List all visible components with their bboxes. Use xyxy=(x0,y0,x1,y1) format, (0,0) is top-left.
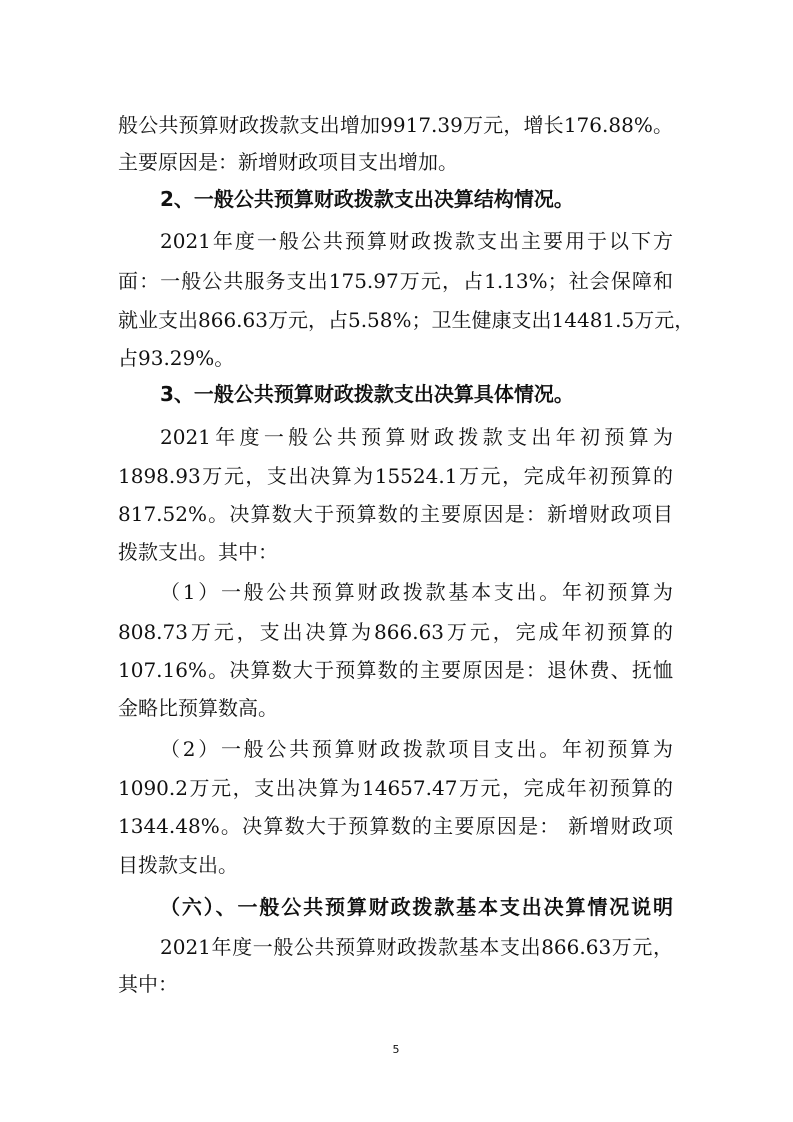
page-number: 5 xyxy=(392,1043,400,1056)
body-line xyxy=(0,691,793,725)
body-text: 其中： xyxy=(118,972,178,996)
body-text: 2021年度一般公共预算财政拨款支出年初预算为 xyxy=(160,425,673,449)
body-text: 面：一般公共服务支出175.97万元，占1.13%；社会保障和 xyxy=(118,269,673,293)
body-text: 金略比预算数高。 xyxy=(118,696,278,720)
section-heading-text: （六）、一般公共预算财政拨款基本支出决算情况说明 xyxy=(160,895,673,919)
body-text: 目拨款支出。 xyxy=(118,853,238,877)
body-text: 主要原因是：新增财政项目支出增加。 xyxy=(118,150,458,174)
body-text: 107.16%。决算数大于预算数的主要原因是：退休费、抚恤 xyxy=(118,658,673,682)
body-text: 般公共预算财政拨款支出增加9917.39万元，增长176.88%。 xyxy=(118,113,673,137)
body-line xyxy=(0,535,793,569)
body-text: 1090.2万元，支出决算为14657.47万元，完成年初预算的 xyxy=(118,776,673,800)
body-line xyxy=(0,264,793,298)
body-line xyxy=(0,653,793,687)
body-line xyxy=(0,575,793,609)
body-line xyxy=(0,145,793,179)
body-line xyxy=(0,341,793,375)
body-line xyxy=(0,497,793,531)
body-text: 就业支出866.63万元，占5.58%；卫生健康支出14481.5万元， xyxy=(118,308,695,332)
section-heading-text: 2、一般公共预算财政拨款支出决算结构情况。 xyxy=(160,187,574,211)
body-line xyxy=(0,848,793,882)
body-line xyxy=(0,967,793,1001)
body-line xyxy=(0,420,793,454)
body-text: 拨款支出。其中： xyxy=(118,540,278,564)
body-text: （2）一般公共预算财政拨款项目支出。年初预算为 xyxy=(160,737,673,761)
body-line xyxy=(0,459,793,493)
body-line xyxy=(0,771,793,805)
body-line xyxy=(0,303,793,337)
body-line xyxy=(0,615,793,649)
body-text: （1）一般公共预算财政拨款基本支出。年初预算为 xyxy=(160,580,673,604)
body-line xyxy=(0,809,793,843)
body-line xyxy=(0,224,793,258)
section-heading xyxy=(0,377,793,411)
body-text: 2021年度一般公共预算财政拨款支出主要用于以下方 xyxy=(160,229,673,253)
body-line xyxy=(0,930,793,964)
body-line xyxy=(0,108,793,142)
section-heading xyxy=(0,890,793,924)
body-text: 808.73万元，支出决算为866.63万元，完成年初预算的 xyxy=(118,620,673,644)
body-text: 1344.48%。决算数大于预算数的主要原因是： 新增财政项 xyxy=(118,814,673,838)
body-text: 817.52%。决算数大于预算数的主要原因是：新增财政项目 xyxy=(118,502,673,526)
body-line xyxy=(0,732,793,766)
body-text: 2021年度一般公共预算财政拨款基本支出866.63万元， xyxy=(160,935,673,959)
body-text: 1898.93万元，支出决算为15524.1万元，完成年初预算的 xyxy=(118,464,673,488)
section-heading-text: 3、一般公共预算财政拨款支出决算具体情况。 xyxy=(160,382,574,406)
body-text: 占93.29%。 xyxy=(118,346,235,370)
section-heading xyxy=(0,182,793,216)
